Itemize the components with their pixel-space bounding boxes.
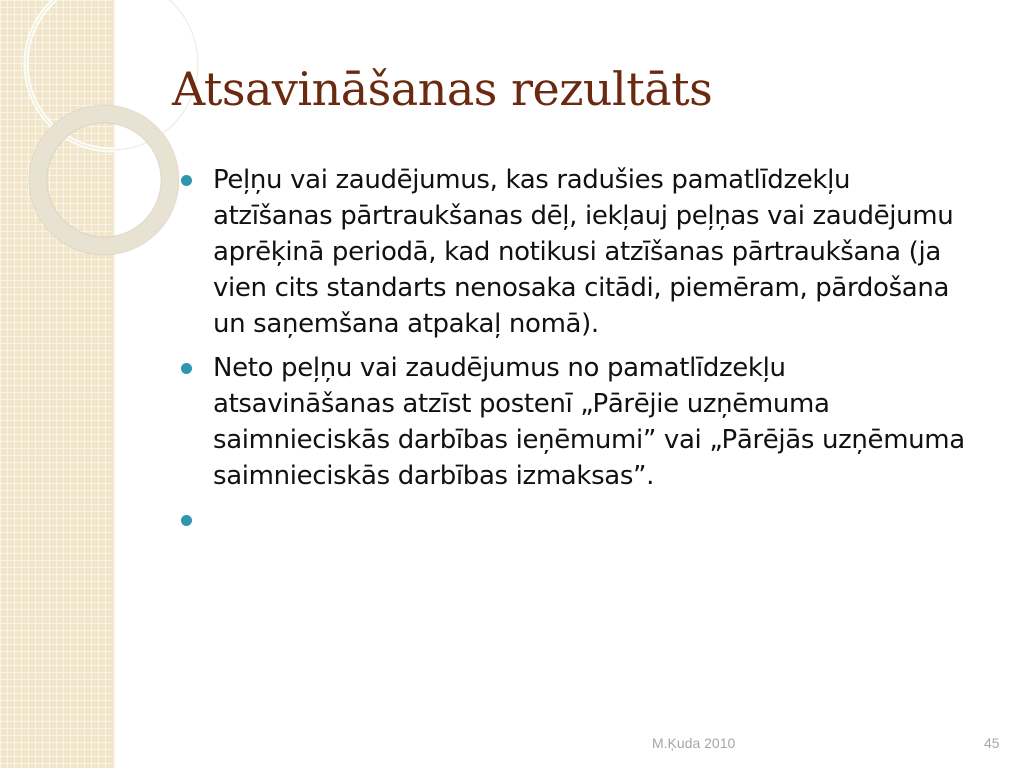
bullet-list: [178, 162, 968, 538]
bullet-item: [178, 350, 968, 494]
decorative-grid-strip: [0, 0, 113, 768]
bullet-text: Peļņu vai zaudējumus, kas radušies pamatlīdzekļu atzīšanas pārtraukšanas dēļ, iekļauj peļņas vai zaudējumu aprēķinā periodā, kad notikusi atzīšanas pārtraukšana (ja vien cits standarts nenosaka citādi, piemēram, pārdošana un saņemšana atpakaļ nomā).: [213, 165, 954, 339]
footer-author: M.Ķuda 2010: [652, 735, 736, 751]
slide-title: Atsavināšanas rezultāts: [172, 62, 713, 116]
bullet-dot-icon: [181, 175, 192, 186]
bullet-dot-icon: [181, 515, 192, 526]
bullet-item: [178, 162, 968, 342]
decorative-strip-edge: [112, 0, 116, 768]
footer-page-number: 45: [984, 735, 1000, 751]
bullet-text: Neto peļņu vai zaudējumus no pamatlīdzekļu atsavināšanas atzīst postenī „Pārējie uzņēmuma saimnieciskās darbības ieņēmumi” vai „Pārējās uzņēmuma saimnieciskās darbības izmaksas”.: [213, 353, 965, 491]
bullet-dot-icon: [181, 363, 192, 374]
bullet-item-empty: [178, 502, 968, 538]
slide-content: [178, 162, 968, 546]
